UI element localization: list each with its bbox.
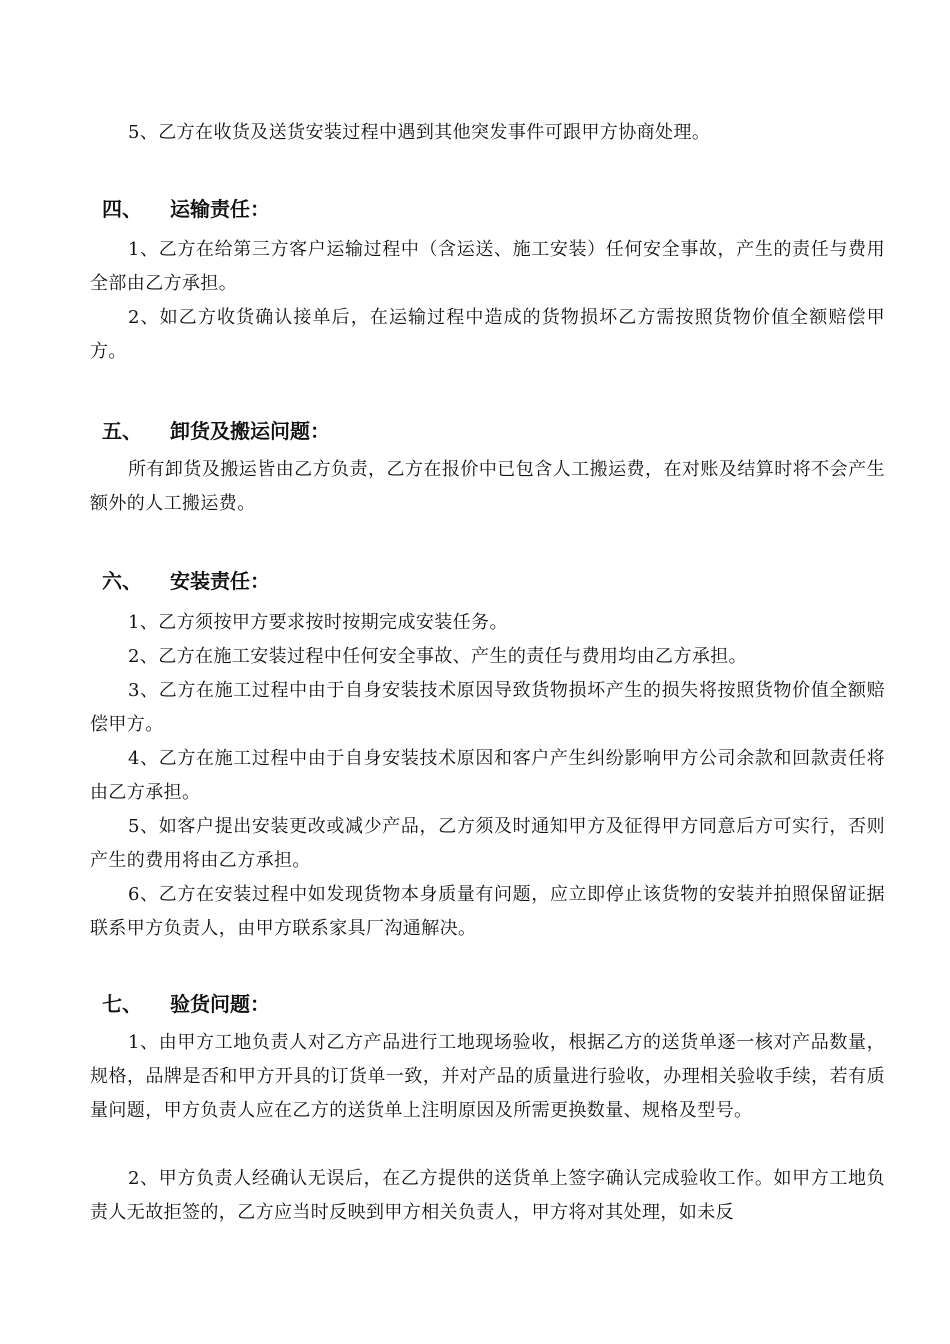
paragraph-s7-item-1: 1、由甲方工地负责人对乙方产品进行工地现场验收，根据乙方的送货单逐一核对产品数量，规格，品牌是否和甲方开具的订货单一致，并对产品的质量进行验收，办理相关验收手续，若有质量问题，甲方负责人应在乙方的送货单上注明原因及所需更换数量、规格及型号。 bbox=[90, 1032, 885, 1121]
paragraph-s6-item-2: 2、乙方在施工安装过程中任何安全事故、产生的责任与费用均由乙方承担。 bbox=[128, 646, 748, 667]
paragraph-s4-item-1: 1、乙方在给第三方客户运输过程中（含运送、施工安装）任何安全事故，产生的责任与费用全部由乙方承担。 bbox=[90, 239, 885, 294]
section-heading-5 bbox=[102, 416, 330, 446]
section-number: 四、 bbox=[102, 197, 142, 221]
section-number: 五、 bbox=[102, 419, 142, 443]
section-title: 卸货及搬运问题： bbox=[170, 419, 330, 443]
section-title: 安装责任： bbox=[170, 569, 270, 593]
section-heading-7 bbox=[102, 989, 270, 1019]
section-heading-6 bbox=[102, 566, 270, 596]
paragraph-s6-item-6: 6、乙方在安装过程中如发现货物本身质量有问题，应立即停止该货物的安装并拍照保留证据联系甲方负责人，由甲方联系家具厂沟通解决。 bbox=[90, 884, 885, 939]
paragraph-s6-item-5: 5、如客户提出安装更改或减少产品，乙方须及时通知甲方及征得甲方同意后方可实行，否则产生的费用将由乙方承担。 bbox=[90, 816, 885, 871]
paragraph-s6-item-4: 4、乙方在施工过程中由于自身安装技术原因和客户产生纠纷影响甲方公司余款和回款责任将由乙方承担。 bbox=[90, 748, 885, 803]
paragraph-s4-item-2: 2、如乙方收货确认接单后，在运输过程中造成的货物损坏乙方需按照货物价值全额赔偿甲方。 bbox=[90, 307, 885, 362]
section-title: 运输责任： bbox=[170, 197, 270, 221]
paragraph-s6-item-3: 3、乙方在施工过程中由于自身安装技术原因导致货物损坏产生的损失将按照货物价值全额赔偿甲方。 bbox=[90, 680, 885, 735]
section-heading-4 bbox=[102, 194, 270, 224]
paragraph-s5-item-1: 所有卸货及搬运皆由乙方负责，乙方在报价中已包含人工搬运费，在对账及结算时将不会产生额外的人工搬运费。 bbox=[90, 459, 885, 514]
section-title: 验货问题： bbox=[170, 992, 270, 1016]
paragraph-prev-item-5: 5、乙方在收货及送货安装过程中遇到其他突发事件可跟甲方协商处理。 bbox=[128, 122, 711, 143]
paragraph-s7-item-2: 2、甲方负责人经确认无误后，在乙方提供的送货单上签字确认完成验收工作。如甲方工地负责人无故拒签的，乙方应当时反映到甲方相关负责人，甲方将对其处理，如未反 bbox=[90, 1168, 885, 1223]
section-number: 六、 bbox=[102, 569, 142, 593]
section-number: 七、 bbox=[102, 992, 142, 1016]
paragraph-s6-item-1: 1、乙方须按甲方要求按时按期完成安装任务。 bbox=[128, 612, 508, 633]
